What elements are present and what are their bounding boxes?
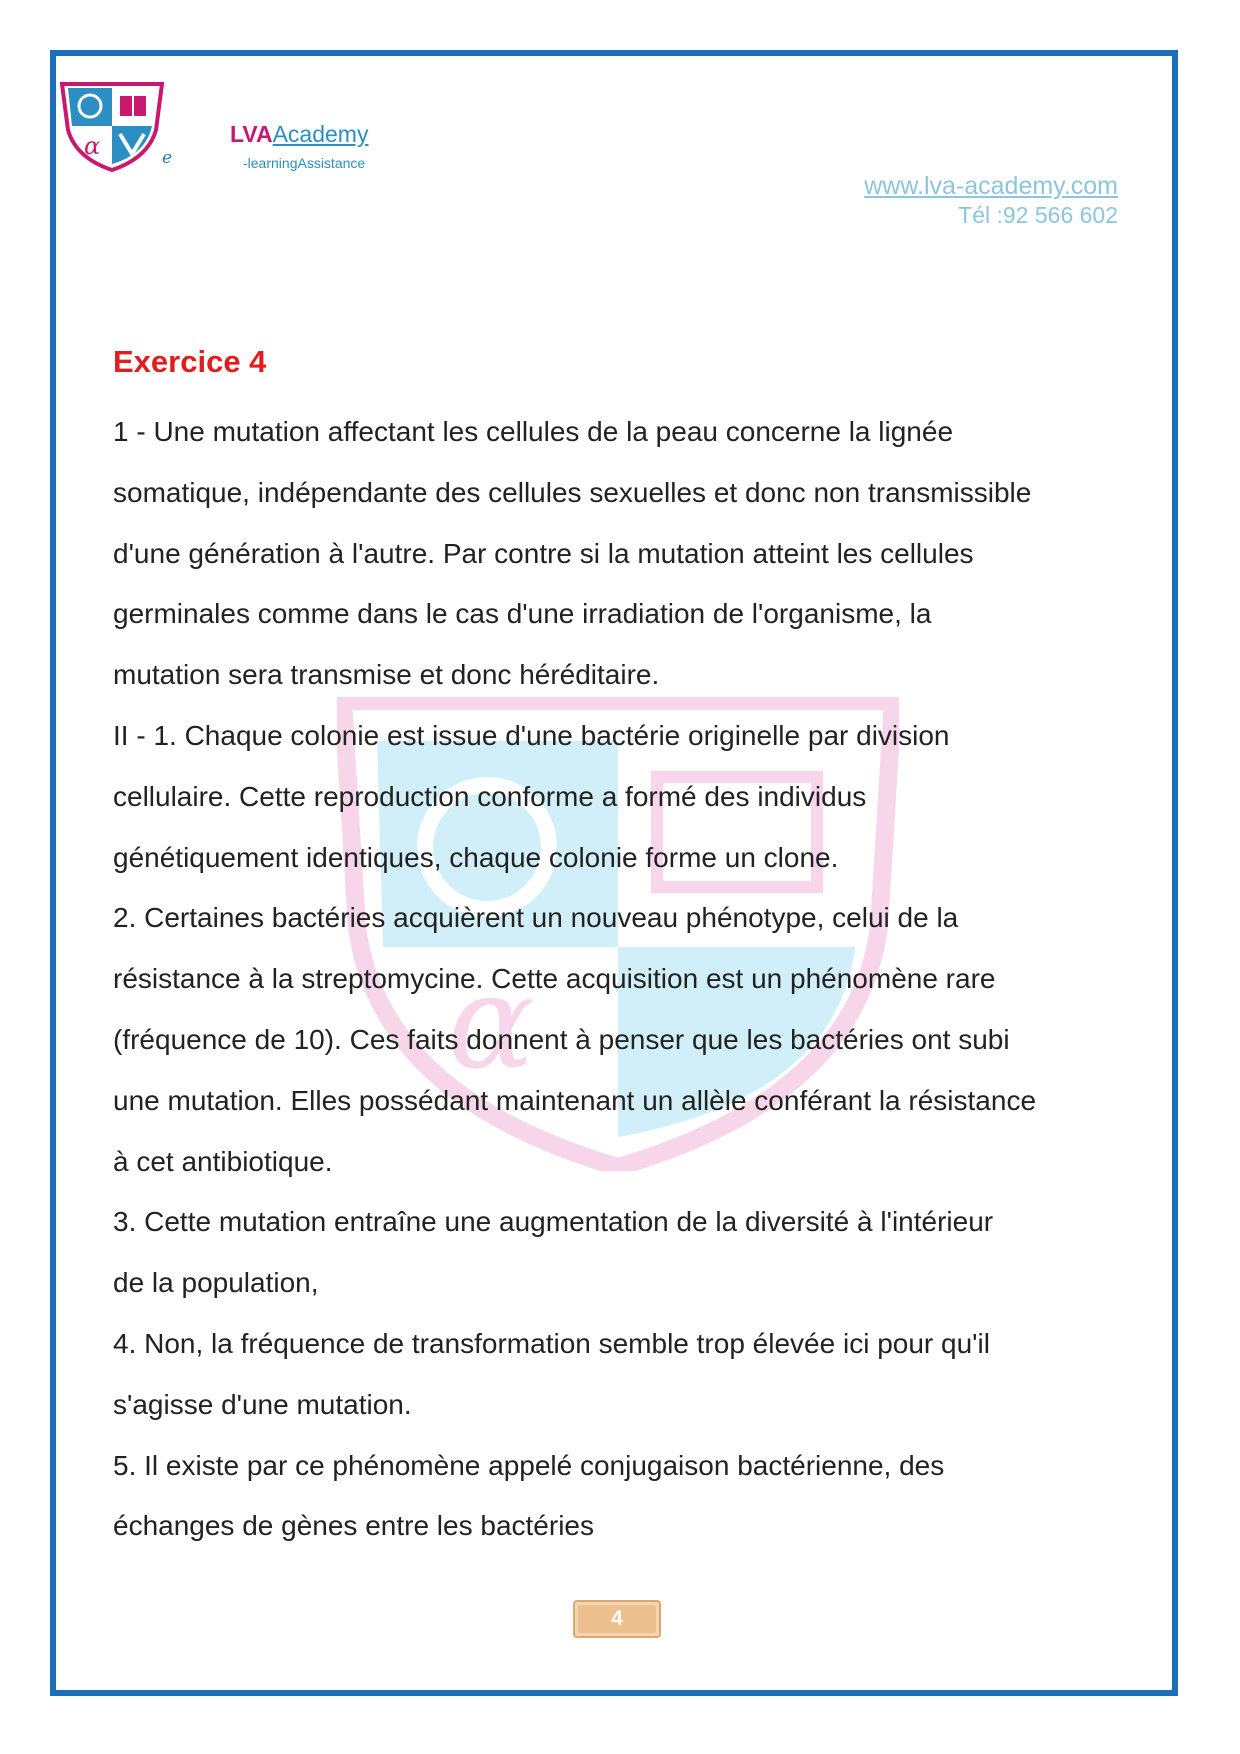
svg-text:α: α: [447, 946, 535, 1098]
logo-letter: e: [162, 148, 173, 168]
text-line: somatique, indépendante des cellules sexuelles et donc non transmissible: [113, 476, 1032, 508]
brand-lva: LVA: [230, 121, 273, 147]
text-line: 1 - Une mutation affectant les cellules de la peau concerne la lignée: [113, 416, 954, 447]
text-line: 3. Cette mutation entraîne une augmentation de la diversité à l'intérieur: [113, 1206, 994, 1238]
brand-name: [230, 121, 368, 148]
text-line: d'une génération à l'autre. Par contre si la mutation atteint les cellules: [113, 537, 974, 569]
brand-academy: Academy: [272, 121, 369, 147]
text-line: s'agisse d'une mutation.: [113, 1388, 412, 1420]
answer-text: [113, 402, 1123, 1557]
text-line: résistance à la streptomycine. Cette acquisition est un phénomène rare: [113, 963, 996, 995]
text-line: (fréquence de 10). Ces faits donnent à penser que les bactéries ont subi: [113, 1023, 1010, 1055]
text-line: à cet antibiotique.: [113, 1145, 333, 1177]
text-line: échanges de gènes entre les bactéries: [113, 1510, 594, 1542]
exercise-title: Exercice 4: [113, 344, 267, 379]
shield-logo-icon: [58, 80, 166, 172]
phone-number: Tél :92 566 602: [958, 202, 1118, 228]
text-line: génétiquement identiques, chaque colonie forme un clone.: [113, 841, 839, 873]
page-number-badge: [573, 1600, 661, 1638]
page-number: 4: [578, 1605, 656, 1633]
svg-text:α: α: [84, 132, 101, 160]
text-line: cellulaire. Cette reproduction conforme a formé des individus: [113, 780, 867, 812]
text-line: de la population,: [113, 1267, 319, 1299]
text-line: germinales comme dans le cas d'une irradiation de l'organisme, la: [113, 598, 932, 630]
text-line: mutation sera transmise et donc héréditaire.: [113, 659, 660, 691]
text-line: une mutation. Elles possédant maintenant un allèle conférant la résistance: [113, 1084, 1037, 1116]
brand-tagline: -learningAssistance: [243, 155, 366, 171]
text-line: II - 1. Chaque colonie est issue d'une bactérie originelle par division: [113, 719, 950, 751]
text-line: 2. Certaines bactéries acquièrent un nouveau phénotype, celui de la: [113, 902, 959, 934]
text-line: 4. Non, la fréquence de transformation semble trop élevée ici pour qu'il: [113, 1327, 990, 1359]
text-line: 5. Il existe par ce phénomène appelé conjugaison bactérienne, des: [113, 1449, 945, 1481]
website-link[interactable]: www.lva-academy.com: [864, 172, 1118, 200]
